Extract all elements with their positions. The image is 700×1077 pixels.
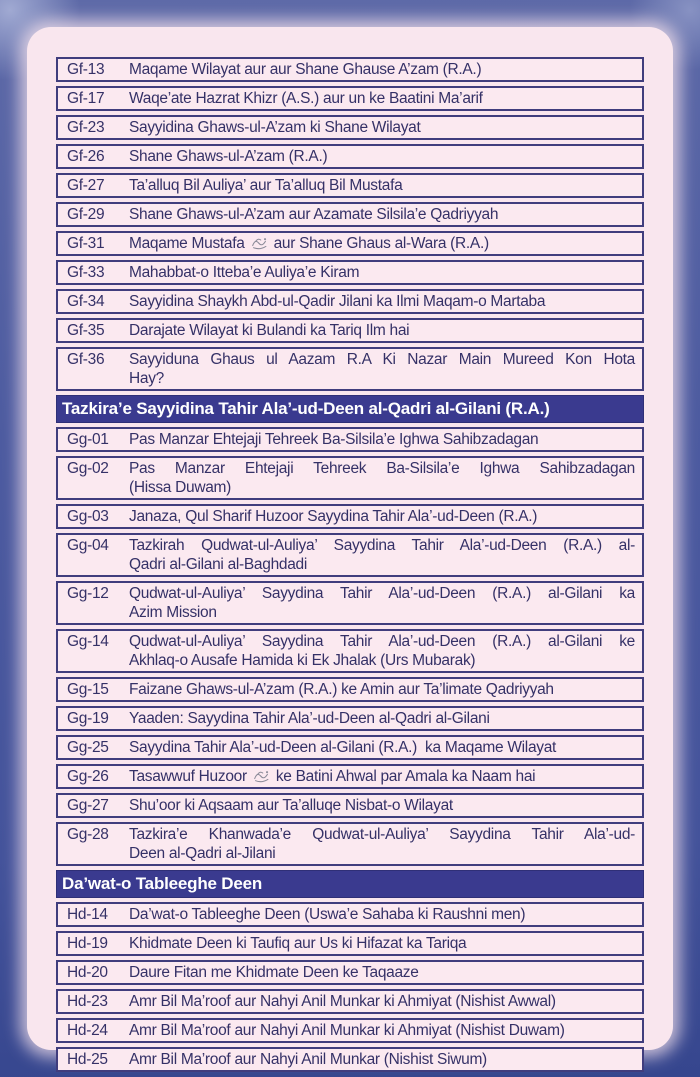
item-code: Hd-20	[67, 964, 108, 981]
item-title-line: Azim Mission	[129, 604, 217, 621]
pbuh-seal-icon	[253, 769, 270, 783]
item-title-line: (Hissa Duwam)	[129, 479, 232, 496]
item-code: Gf-13	[67, 61, 105, 78]
item-title: Shane Ghaws-ul-A’zam (R.A.)	[129, 148, 328, 165]
item-code: Gf-36	[67, 351, 105, 368]
item-code: Gg-26	[67, 768, 109, 785]
table-row	[56, 960, 644, 985]
table-row	[56, 533, 644, 577]
item-title: Daure Fitan me Khidmate Deen ke Taqaaze	[129, 964, 419, 981]
item-code: Gg-25	[67, 739, 109, 756]
item-code: Gf-35	[67, 322, 105, 339]
item-title-line: Qadri al-Gilani al-Baghdadi	[129, 556, 307, 573]
table-row	[56, 86, 644, 111]
item-code: Gg-14	[67, 633, 109, 650]
item-title: Shane Ghaws-ul-A’zam aur Azamate Silsila’e Qadriyyah	[129, 206, 499, 223]
catalog-table	[56, 57, 644, 1076]
item-code: Gf-27	[67, 177, 105, 194]
table-row	[56, 173, 644, 198]
item-code: Hd-25	[67, 1051, 108, 1068]
item-title	[129, 825, 642, 863]
item-title: Tasawwuf Huzoor ke Batini Ahwal par Amala ka Naam hai	[129, 768, 536, 785]
item-title: Ta’alluq Bil Auliya’ aur Ta’alluq Bil Mustafa	[129, 177, 403, 194]
item-title-line: Pas Manzar Ehtejaji Tehreek Ba-Silsila’e Ighwa Sahibzadagan	[129, 460, 635, 477]
item-code: Gg-19	[67, 710, 109, 727]
table-row	[56, 427, 644, 452]
table-row	[56, 202, 644, 227]
item-code: Gf-33	[67, 264, 105, 281]
item-title: Sayydina Tahir Ala’-ud-Deen al-Gilani (R.A.) ka Maqame Wilayat	[129, 739, 557, 756]
item-title-line: Tazkira’e Khanwada’e Qudwat-ul-Auliya’ Sayydina Tahir Ala’-ud-	[129, 826, 635, 843]
item-title: Maqame Mustafa aur Shane Ghaus al-Wara (R.A.)	[129, 235, 489, 252]
item-title: Faizane Ghaws-ul-A’zam (R.A.) ke Amin aur Ta’limate Qadriyyah	[129, 681, 554, 698]
table-row	[56, 289, 644, 314]
item-code: Gg-03	[67, 508, 109, 525]
item-title: Amr Bil Ma’roof aur Nahyi Anil Munkar ki Ahmiyat (Nishist Awwal)	[129, 993, 556, 1010]
item-code: Gf-31	[67, 235, 105, 252]
table-row	[56, 115, 644, 140]
item-title-line: Hay?	[129, 370, 164, 387]
table-row	[56, 706, 644, 731]
table-row	[56, 822, 644, 866]
pbuh-seal-icon	[251, 236, 268, 250]
item-code: Hd-23	[67, 993, 108, 1010]
item-title: Mahabbat-o Itteba’e Auliya’e Kiram	[129, 264, 360, 281]
item-title-line: Qudwat-ul-Auliya’ Sayydina Tahir Ala’-ud-Deen (R.A.) al-Gilani ke	[129, 633, 635, 650]
table-row	[56, 629, 644, 673]
item-code: Gf-34	[67, 293, 105, 310]
table-row	[56, 793, 644, 818]
table-row	[56, 456, 644, 500]
item-title: Yaaden: Sayydina Tahir Ala’-ud-Deen al-Qadri al-Gilani	[129, 710, 490, 727]
item-code: Gg-01	[67, 431, 109, 448]
item-code: Gg-28	[67, 826, 109, 843]
item-title-line: Sayyiduna Ghaus ul Aazam R.A Ki Nazar Main Mureed Kon Hota	[129, 351, 635, 368]
item-title: Maqame Wilayat aur aur Shane Ghause A’zam (R.A.)	[129, 61, 482, 78]
item-code: Gg-12	[67, 585, 109, 602]
item-title: Amr Bil Ma’roof aur Nahyi Anil Munkar ki Ahmiyat (Nishist Duwam)	[129, 1022, 565, 1039]
item-code: Gf-23	[67, 119, 105, 136]
item-title	[129, 584, 642, 622]
section-header: Da’wat-o Tableeghe Deen	[56, 870, 644, 898]
content-panel	[27, 27, 673, 1068]
item-title	[129, 350, 642, 388]
item-title-line: Deen al-Qadri al-Jilani	[129, 845, 276, 862]
table-row	[56, 581, 644, 625]
item-code: Gf-17	[67, 90, 105, 107]
item-title: Janaza, Qul Sharif Huzoor Sayydina Tahir Ala’-ud-Deen (R.A.)	[129, 508, 538, 525]
item-code: Gf-26	[67, 148, 105, 165]
item-title: Sayyidina Shaykh Abd-ul-Qadir Jilani ka Ilmi Maqam-o Martaba	[129, 293, 546, 310]
item-title: Pas Manzar Ehtejaji Tehreek Ba-Silsila’e Ighwa Sahibzadagan	[129, 431, 539, 448]
item-title-line: Akhlaq-o Ausafe Hamida ki Ek Jhalak (Urs Mubarak)	[129, 652, 476, 669]
table-row	[56, 764, 644, 789]
table-row	[56, 504, 644, 529]
item-title: Khidmate Deen ki Taufiq aur Us ki Hifazat ka Tariqa	[129, 935, 467, 952]
item-title: Da’wat-o Tableeghe Deen (Uswa’e Sahaba ki Raushni men)	[129, 906, 526, 923]
table-row	[56, 260, 644, 285]
table-row	[56, 1047, 644, 1072]
table-row	[56, 347, 644, 391]
table-row	[56, 57, 644, 82]
table-row	[56, 231, 644, 256]
item-code: Gg-04	[67, 537, 109, 554]
item-code: Gg-15	[67, 681, 109, 698]
table-row	[56, 144, 644, 169]
item-code: Gg-27	[67, 797, 109, 814]
item-code: Hd-14	[67, 906, 108, 923]
item-title: Sayyidina Ghaws-ul-A’zam ki Shane Wilayat	[129, 119, 421, 136]
item-title: Amr Bil Ma’roof aur Nahyi Anil Munkar (Nishist Siwum)	[129, 1051, 487, 1068]
table-row	[56, 318, 644, 343]
table-row	[56, 902, 644, 927]
item-title	[129, 632, 642, 670]
table-row	[56, 1018, 644, 1043]
table-row	[56, 931, 644, 956]
item-title: Waqe’ate Hazrat Khizr (A.S.) aur un ke Baatini Ma’arif	[129, 90, 483, 107]
item-code: Hd-24	[67, 1022, 108, 1039]
item-title	[129, 536, 642, 574]
section-header: Tazkira’e Sayyidina Tahir Ala’-ud-Deen al-Qadri al-Gilani (R.A.)	[56, 395, 644, 423]
item-title: Shu’oor ki Aqsaam aur Ta’alluqe Nisbat-o Wilayat	[129, 797, 453, 814]
item-code: Gg-02	[67, 460, 109, 477]
item-title-line: Qudwat-ul-Auliya’ Sayydina Tahir Ala’-ud-Deen (R.A.) al-Gilani ka	[129, 585, 635, 602]
item-title: Darajate Wilayat ki Bulandi ka Tariq Ilm hai	[129, 322, 410, 339]
item-code: Hd-19	[67, 935, 108, 952]
table-row	[56, 989, 644, 1014]
item-title-line: Tazkirah Qudwat-ul-Auliya’ Sayydina Tahir Ala’-ud-Deen (R.A.) al-	[129, 537, 635, 554]
table-row	[56, 735, 644, 760]
item-code: Gf-29	[67, 206, 105, 223]
item-title	[129, 459, 642, 497]
table-row	[56, 677, 644, 702]
